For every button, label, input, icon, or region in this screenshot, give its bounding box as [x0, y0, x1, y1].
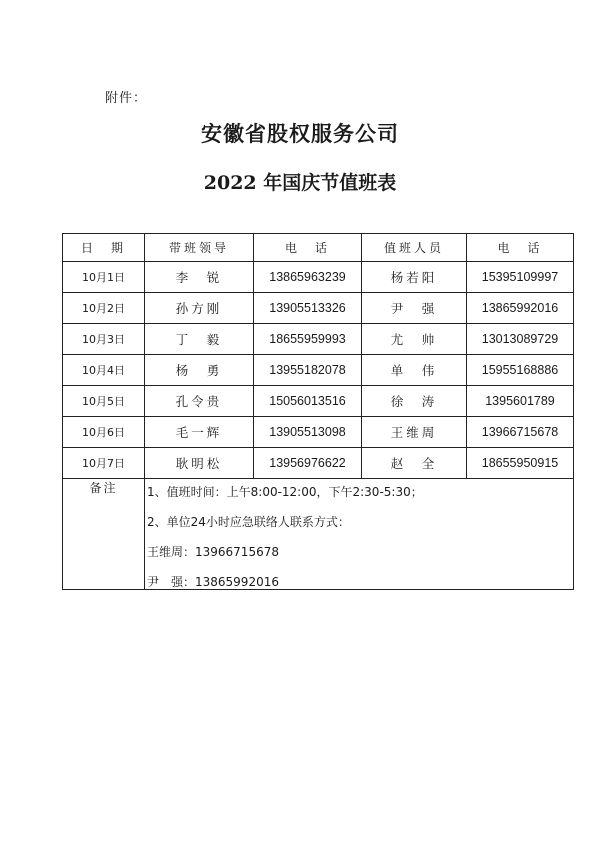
cell-staff-phone: 13013089729	[467, 324, 574, 355]
cell-date: 10月2日	[63, 293, 145, 324]
header-leader: 带班领导	[145, 234, 254, 262]
table-header-row	[63, 234, 574, 262]
cell-staff: 王维周	[362, 417, 467, 448]
cell-date: 10月6日	[63, 417, 145, 448]
cell-date: 10月4日	[63, 355, 145, 386]
cell-staff-phone: 1395601789	[467, 386, 574, 417]
cell-leader: 孙方刚	[145, 293, 254, 324]
cell-date: 10月1日	[63, 262, 145, 293]
note-emergency-contact-1: 王维周：13966715678	[147, 545, 279, 559]
cell-leader: 毛一辉	[145, 417, 254, 448]
header-staff-phone: 电 话	[467, 234, 574, 262]
attachment-label: 附件：	[105, 91, 148, 106]
table-row	[63, 386, 574, 417]
note-duty-hours: 1、值班时间：上午8:00-12:00，下午2:30-5:30；	[147, 485, 423, 499]
table-row	[63, 262, 574, 293]
notes-label: 备注	[63, 479, 145, 590]
cell-leader-phone: 13865963239	[254, 262, 362, 293]
duty-schedule-table	[62, 233, 574, 590]
table-row	[63, 293, 574, 324]
cell-leader-phone: 13955182078	[254, 355, 362, 386]
cell-staff: 尤 帅	[362, 324, 467, 355]
cell-leader-phone: 13905513098	[254, 417, 362, 448]
cell-staff-phone: 13865992016	[467, 293, 574, 324]
table-row	[63, 448, 574, 479]
cell-staff: 徐 涛	[362, 386, 467, 417]
cell-date: 10月7日	[63, 448, 145, 479]
cell-leader-phone: 18655959993	[254, 324, 362, 355]
note-emergency-contact-heading: 2、单位24小时应急联络人联系方式：	[147, 515, 350, 529]
cell-leader: 耿明松	[145, 448, 254, 479]
cell-staff-phone: 15955168886	[467, 355, 574, 386]
table-row	[63, 417, 574, 448]
cell-leader-phone: 13905513326	[254, 293, 362, 324]
cell-staff: 单 伟	[362, 355, 467, 386]
table-row	[63, 355, 574, 386]
cell-leader-phone: 13956976622	[254, 448, 362, 479]
cell-staff: 赵 全	[362, 448, 467, 479]
cell-leader: 李 锐	[145, 262, 254, 293]
notes-row	[63, 479, 574, 590]
cell-staff: 尹 强	[362, 293, 467, 324]
header-leader-phone: 电 话	[254, 234, 362, 262]
cell-leader-phone: 15056013516	[254, 386, 362, 417]
cell-date: 10月3日	[63, 324, 145, 355]
table-row	[63, 324, 574, 355]
cell-staff: 杨若阳	[362, 262, 467, 293]
cell-date: 10月5日	[63, 386, 145, 417]
cell-staff-phone: 15395109997	[467, 262, 574, 293]
cell-leader: 孔令贵	[145, 386, 254, 417]
notes-body	[145, 479, 574, 590]
cell-leader: 丁 毅	[145, 324, 254, 355]
document-title: 安徽省股权服务公司	[201, 121, 399, 146]
cell-leader: 杨 勇	[145, 355, 254, 386]
header-staff: 值班人员	[362, 234, 467, 262]
cell-staff-phone: 13966715678	[467, 417, 574, 448]
note-emergency-contact-2: 尹 强：13865992016	[147, 575, 279, 589]
cell-staff-phone: 18655950915	[467, 448, 574, 479]
header-date: 日 期	[63, 234, 145, 262]
document-subtitle: 2022 年国庆节值班表	[203, 172, 397, 194]
